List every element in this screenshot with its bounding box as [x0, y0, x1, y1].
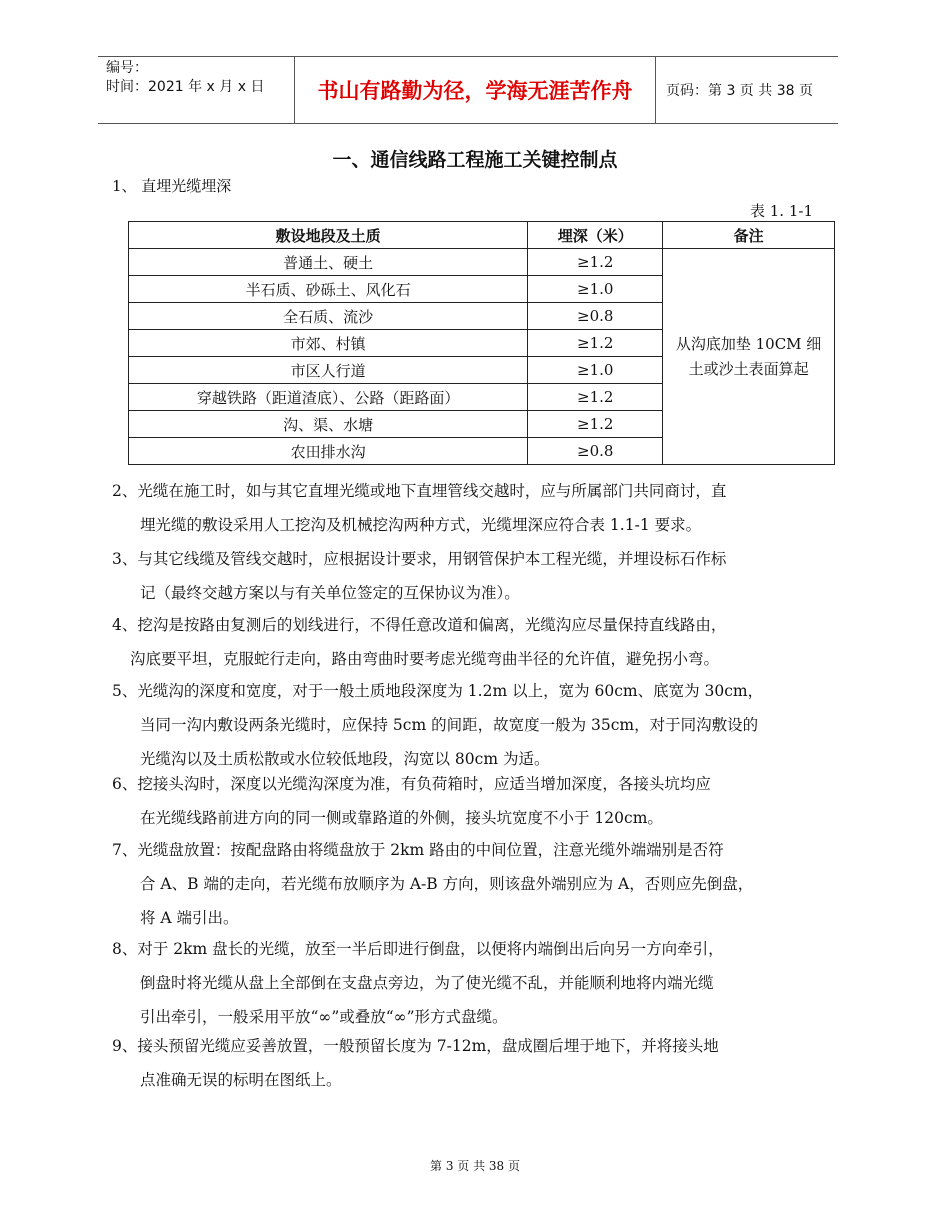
- section-heading: 1、 直埋光缆埋深: [112, 177, 232, 195]
- page-title: 一、通信线路工程施工关键控制点: [332, 149, 618, 171]
- paragraph-9: [112, 1029, 840, 1097]
- paragraph-line: 6、挖接头沟时，深度以光缆沟深度为准，有负荷箱时，应适当增加深度，各接头坑均应: [112, 775, 711, 793]
- table-number: 表 1. 1-1: [750, 202, 814, 220]
- paragraph-line: 8、对于 2km 盘长的光缆，放至一半后即进行倒盘，以便将内端倒出后向另一方向牵引，: [112, 940, 724, 958]
- place-cell: 全石质、流沙: [129, 303, 528, 330]
- paragraph-line: 4、挖沟是按路由复测后的划线进行，不得任意改道和偏离，光缆沟应尽量保持直线路由，: [112, 616, 727, 634]
- place-cell: 市区人行道: [129, 357, 528, 384]
- depth-cell: ≥1.2: [528, 249, 663, 276]
- number-label: 编号：: [106, 60, 148, 76]
- header-meta: [106, 59, 264, 97]
- depth-cell: ≥1.2: [528, 411, 663, 438]
- table-header-row: [129, 222, 835, 249]
- place-cell: 穿越铁路（距道渣底）、公路（距路面）: [129, 384, 528, 411]
- paragraph-line: 引出牵引，一般采用平放“∞”或叠放“∞”形方式盘缆。: [140, 1008, 508, 1026]
- paragraph-line: 记（最终交越方案以与有关单位签定的互保协议为准）。: [140, 584, 520, 602]
- column-header: 敷设地段及土质: [129, 222, 528, 249]
- place-cell: 半石质、砂砾土、风化石: [129, 276, 528, 303]
- paragraph-line: 5、光缆沟的深度和宽度，对于一般土质地段深度为 1.2m 以上，宽为 60cm、底宽为 30cm，: [112, 682, 764, 700]
- paragraph-line: 当同一沟内敷设两条光缆时，应保持 5cm 的间距，故宽度一般为 35cm，对于同沟敷设的: [140, 716, 759, 734]
- paragraph-line: 光缆沟以及土质松散或水位较低地段，沟宽以 80cm 为适。: [140, 750, 550, 768]
- paragraph-line: 2、光缆在施工时，如与其它直埋光缆或地下直埋管线交越时，应与所属部门共同商讨，直: [112, 482, 727, 500]
- column-header: 埋深（米）: [528, 222, 663, 249]
- column-header: 备注: [663, 222, 835, 249]
- note-cell: 从沟底加垫 10CM 细土或沙土表面算起: [663, 249, 835, 465]
- paragraph-7: [112, 833, 840, 935]
- paragraph-line: 点准确无误的标明在图纸上。: [140, 1071, 342, 1089]
- table-row: [129, 249, 835, 276]
- depth-cell: ≥1.0: [528, 357, 663, 384]
- page-header: [98, 56, 838, 124]
- paragraph-5: [112, 674, 840, 776]
- paragraph-line: 在光缆线路前进方向的同一侧或靠路道的外侧，接头坑宽度不小于 120cm。: [140, 809, 663, 827]
- header-page-label: 页码：第 3 页 共 38 页: [666, 83, 813, 99]
- place-cell: 农田排水沟: [129, 438, 528, 465]
- paragraph-line: 7、光缆盘放置：按配盘路由将缆盘放于 2km 路由的中间位置，注意光缆外端端别是否符: [112, 841, 724, 859]
- paragraph-line: 埋光缆的敷设采用人工挖沟及机械挖沟两种方式，光缆埋深应符合表 1.1-1 要求。: [140, 516, 702, 534]
- paragraph-2: [112, 474, 840, 542]
- paragraph-line: 3、与其它线缆及管线交越时，应根据设计要求，用钢管保护本工程光缆，并埋设标石作标: [112, 550, 727, 568]
- paragraph-line: 将 A 端引出。: [140, 909, 239, 927]
- paragraph-3: [112, 542, 840, 610]
- place-cell: 沟、渠、水塘: [129, 411, 528, 438]
- paragraph-8: [112, 932, 840, 1034]
- depth-cell: ≥1.2: [528, 384, 663, 411]
- paragraph-4: [112, 608, 840, 676]
- place-cell: 市郊、村镇: [129, 330, 528, 357]
- depth-cell: ≥0.8: [528, 303, 663, 330]
- depth-cell: ≥1.0: [528, 276, 663, 303]
- paragraph-6: [112, 767, 840, 835]
- page-footer: 第 3 页 共 38 页: [430, 1159, 520, 1173]
- paragraph-line: 9、接头预留光缆应妥善放置，一般预留长度为 7-12m，盘成圈后埋于地下，并将接头地: [112, 1037, 719, 1055]
- depth-cell: ≥0.8: [528, 438, 663, 465]
- burial-depth-table: [128, 221, 835, 465]
- paragraph-line: 沟底要平坦，克服蛇行走向，路由弯曲时要考虑光缆弯曲半径的允许值，避免拐小弯。: [130, 650, 720, 668]
- place-cell: 普通土、硬土: [129, 249, 528, 276]
- paragraph-line: 合 A、B 端的走向，若光缆布放顺序为 A-B 方向，则该盘外端别应为 A，否则应先倒盘，: [140, 875, 754, 893]
- time-label: 时间：2021 年 x 月 x 日: [106, 79, 265, 95]
- paragraph-line: 倒盘时将光缆从盘上全部倒在支盘点旁边，为了使光缆不乱，并能顺利地将内端光缆: [140, 974, 714, 992]
- header-motto: 书山有路勤为径，学海无涯苦作舟: [294, 57, 656, 123]
- depth-cell: ≥1.2: [528, 330, 663, 357]
